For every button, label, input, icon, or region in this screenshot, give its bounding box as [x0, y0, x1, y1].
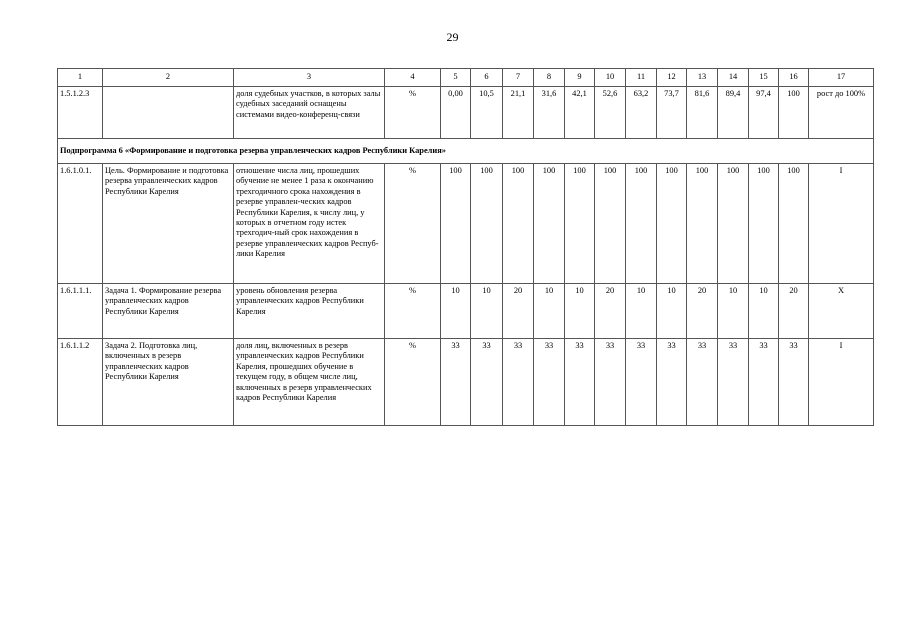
table-row	[58, 164, 874, 284]
row-unit: %	[385, 87, 441, 139]
row-last: рост до 100%	[809, 87, 874, 139]
row-code: 1.5.1.2.3	[58, 87, 103, 139]
value-cell: 100	[626, 164, 657, 284]
header-row	[58, 69, 874, 87]
value-cell: 42,1	[565, 87, 595, 139]
value-cell: 10	[441, 284, 471, 339]
value-cell: 10	[565, 284, 595, 339]
header-cell: 13	[687, 69, 718, 87]
value-cell: 100	[687, 164, 718, 284]
header-cell: 7	[503, 69, 534, 87]
value-cell: 33	[626, 339, 657, 426]
value-cell: 10	[718, 284, 749, 339]
header-cell: 16	[779, 69, 809, 87]
row-unit: %	[385, 164, 441, 284]
value-cell: 20	[687, 284, 718, 339]
row-unit: %	[385, 339, 441, 426]
value-cell: 31,6	[534, 87, 565, 139]
value-cell: 100	[657, 164, 687, 284]
value-cell: 10	[749, 284, 779, 339]
row-unit: %	[385, 284, 441, 339]
header-cell: 4	[385, 69, 441, 87]
value-cell: 52,6	[595, 87, 626, 139]
header-cell: 11	[626, 69, 657, 87]
value-cell: 33	[718, 339, 749, 426]
header-cell: 1	[58, 69, 103, 87]
value-cell: 100	[779, 87, 809, 139]
value-cell: 33	[471, 339, 503, 426]
row-code: 1.6.1.0.1.	[58, 164, 103, 284]
row-name: Задача 2. Подготовка лиц, включенных в резерв управленческих кадров Республики Карелия	[103, 339, 234, 426]
header-cell: 2	[103, 69, 234, 87]
header-cell: 10	[595, 69, 626, 87]
value-cell: 33	[595, 339, 626, 426]
row-code: 1.6.1.1.1.	[58, 284, 103, 339]
value-cell: 81,6	[687, 87, 718, 139]
value-cell: 89,4	[718, 87, 749, 139]
value-cell: 33	[779, 339, 809, 426]
value-cell: 20	[595, 284, 626, 339]
header-cell: 5	[441, 69, 471, 87]
value-cell: 100	[503, 164, 534, 284]
value-cell: 33	[534, 339, 565, 426]
value-cell: 33	[657, 339, 687, 426]
value-cell: 10	[626, 284, 657, 339]
value-cell: 100	[779, 164, 809, 284]
table-row	[58, 87, 874, 139]
value-cell: 100	[718, 164, 749, 284]
value-cell: 33	[687, 339, 718, 426]
value-cell: 20	[779, 284, 809, 339]
value-cell: 100	[534, 164, 565, 284]
row-name: Цель. Формирование и подготовка резерва управленческих кадров Республики Карелия	[103, 164, 234, 284]
value-cell: 21,1	[503, 87, 534, 139]
value-cell: 33	[441, 339, 471, 426]
header-cell: 9	[565, 69, 595, 87]
row-name	[103, 87, 234, 139]
header-cell: 15	[749, 69, 779, 87]
value-cell: 33	[503, 339, 534, 426]
row-name: Задача 1. Формирование резерва управленческих кадров Республики Карелия	[103, 284, 234, 339]
value-cell: 63,2	[626, 87, 657, 139]
header-cell: 8	[534, 69, 565, 87]
value-cell: 20	[503, 284, 534, 339]
table-row	[58, 339, 874, 426]
value-cell: 100	[441, 164, 471, 284]
subprogram-row	[58, 139, 874, 164]
header-cell: 6	[471, 69, 503, 87]
value-cell: 10	[657, 284, 687, 339]
row-last: I	[809, 164, 874, 284]
header-cell: 14	[718, 69, 749, 87]
row-indicator: доля судебных участков, в которых залы судебных заседаний оснащены системами видео-конференц-связи	[234, 87, 385, 139]
value-cell: 100	[749, 164, 779, 284]
row-indicator: уровень обновления резерва управленческих кадров Республики Карелия	[234, 284, 385, 339]
value-cell: 97,4	[749, 87, 779, 139]
row-code: 1.6.1.1.2	[58, 339, 103, 426]
row-last: I	[809, 339, 874, 426]
page-number: 29	[446, 30, 459, 44]
value-cell: 10,5	[471, 87, 503, 139]
row-indicator: отношение числа лиц, прошедших обучение не менее 1 раза к окончанию трехгодичного срока нахождения в резерве управлен-ческих кадров Республики Карелия, к числу лиц, у которых в отчетном году истек трехгодич-ный срок нахождения в резерве управленческих кадров Респуб-лики Карелия	[234, 164, 385, 284]
row-indicator: доля лиц, включенных в резерв управленческих кадров Республики Карелия, прошедших обучение в текущем году, в общем числе лиц, включенных в резерв управленческих кадров Республики Карелия	[234, 339, 385, 426]
value-cell: 33	[749, 339, 779, 426]
value-cell: 100	[565, 164, 595, 284]
value-cell: 100	[471, 164, 503, 284]
indicators-table	[57, 68, 874, 426]
header-cell: 17	[809, 69, 874, 87]
header-cell: 3	[234, 69, 385, 87]
value-cell: 73,7	[657, 87, 687, 139]
table-row	[58, 284, 874, 339]
subprogram-title: Подпрограмма 6 «Формирование и подготовка резерва управленческих кадров Республики Карелия»	[58, 139, 874, 164]
value-cell: 0,00	[441, 87, 471, 139]
value-cell: 10	[471, 284, 503, 339]
value-cell: 10	[534, 284, 565, 339]
value-cell: 100	[595, 164, 626, 284]
row-last: X	[809, 284, 874, 339]
value-cell: 33	[565, 339, 595, 426]
header-cell: 12	[657, 69, 687, 87]
